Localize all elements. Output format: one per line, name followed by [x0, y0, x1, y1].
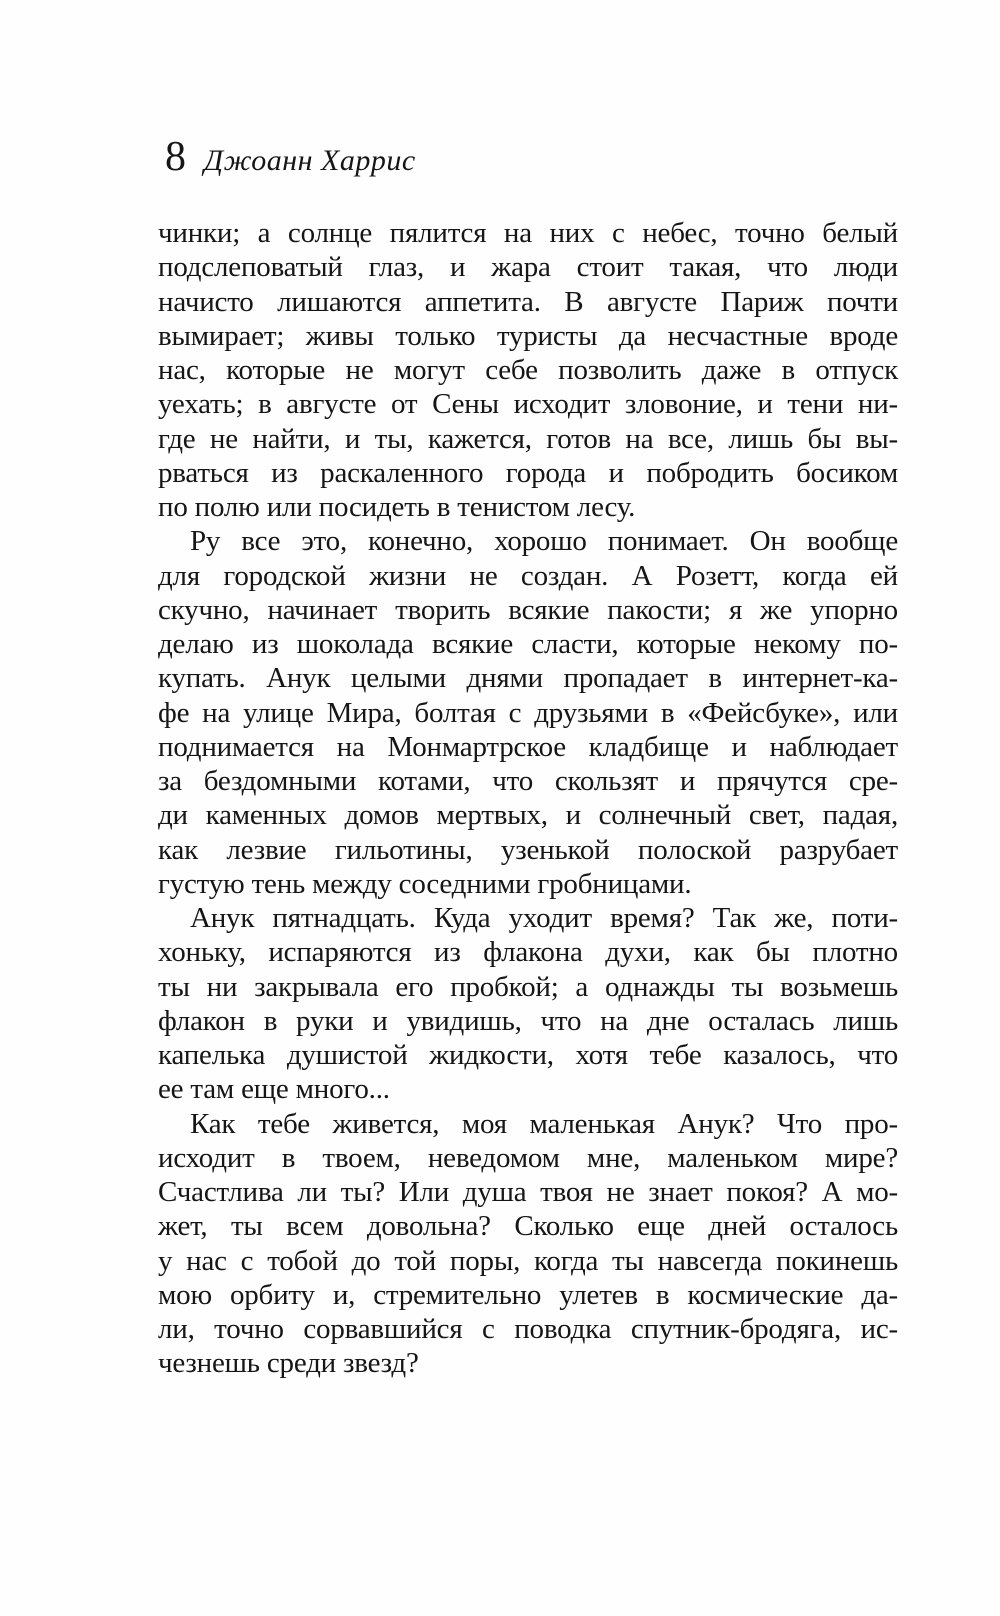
text-line: чинки; а солнце пялится на них с небес, точно белый — [158, 217, 898, 249]
text-line: рваться из раскаленного города и побродить босиком — [158, 456, 898, 489]
text-line: начисто лишаются аппетита. В августе Париж почти — [158, 285, 898, 318]
text-line: уехать; в августе от Сены исходит зловоние, и тени ни- — [158, 388, 898, 421]
page-number: 8 — [165, 134, 186, 180]
text-line: ты ни закрывала его пробкой; а однажды ты возьмешь — [158, 970, 898, 1003]
text-line: скучно, начинает творить всякие пакости; я же упорно — [158, 593, 898, 626]
text-line: нас, которые не могут себе позволить даже в отпуск — [158, 354, 898, 386]
text-line: делаю из шоколада всякие сласти, которые некому по- — [158, 628, 898, 660]
text-line: чезнешь среди звезд? — [158, 1347, 419, 1380]
body-text — [158, 216, 898, 1381]
text-line: по полю или посидеть в тенистом лесу. — [158, 491, 636, 523]
text-line: Ру все это, конечно, хорошо понимает. Он вообще — [190, 525, 898, 558]
text-line: густую тень между соседними гробницами. — [158, 867, 692, 900]
text-line: как лезвие гильотины, узенькой полоской разрубает — [158, 833, 898, 866]
text-line: хоньку, испаряются из флакона духи, как бы плотно — [158, 936, 898, 969]
text-line: вымирает; живы только туристы да несчастные вроде — [158, 319, 898, 352]
text-line: ди каменных домов мертвых, и солнечный свет, падая, — [158, 799, 898, 832]
text-line: купать. Анук целыми днями пропадает в интернет-ка- — [158, 662, 898, 695]
text-line: ее там еще много... — [158, 1073, 390, 1106]
text-line: исходит в твоем, неведомом мне, маленьком мире? — [158, 1141, 898, 1174]
text-line: жет, ты всем довольна? Сколько еще дней осталось — [158, 1210, 898, 1243]
text-line: поднимается на Монмартрское кладбище и наблюдает — [158, 730, 898, 763]
text-line: фе на улице Мира, болтая с друзьями в «Фейсбуке», или — [158, 696, 898, 729]
text-line: мою орбиту и, стремительно улетев в космические да- — [158, 1278, 898, 1311]
text-line: для городской жизни не создан. А Розетт, когда ей — [158, 559, 898, 592]
running-header — [165, 136, 416, 178]
running-header-author: Джоанн Харрис — [204, 144, 416, 177]
text-line: у нас с тобой до той поры, когда ты навсегда покинешь — [158, 1244, 898, 1277]
text-line: за бездомными котами, что скользят и прячутся сре- — [158, 765, 898, 797]
text-line: флакон в руки и увидишь, что на дне осталась лишь — [158, 1004, 898, 1037]
text-line: капелька душистой жидкости, хотя тебе казалось, что — [158, 1039, 898, 1071]
text-line: Как тебе живется, моя маленькая Анук? Что про- — [190, 1107, 898, 1140]
text-line: Счастлива ли ты? Или душа твоя не знает покоя? А мо- — [158, 1176, 898, 1208]
text-line: Анук пятнадцать. Куда уходит время? Так же, поти- — [190, 902, 898, 934]
text-line: ли, точно сорвавшийся с поводка спутник-бродяга, ис- — [158, 1313, 898, 1345]
text-line: подслеповатый глаз, и жара стоит такая, что люди — [158, 251, 898, 284]
text-line: где не найти, и ты, кажется, готов на все, лишь бы вы- — [158, 422, 898, 455]
